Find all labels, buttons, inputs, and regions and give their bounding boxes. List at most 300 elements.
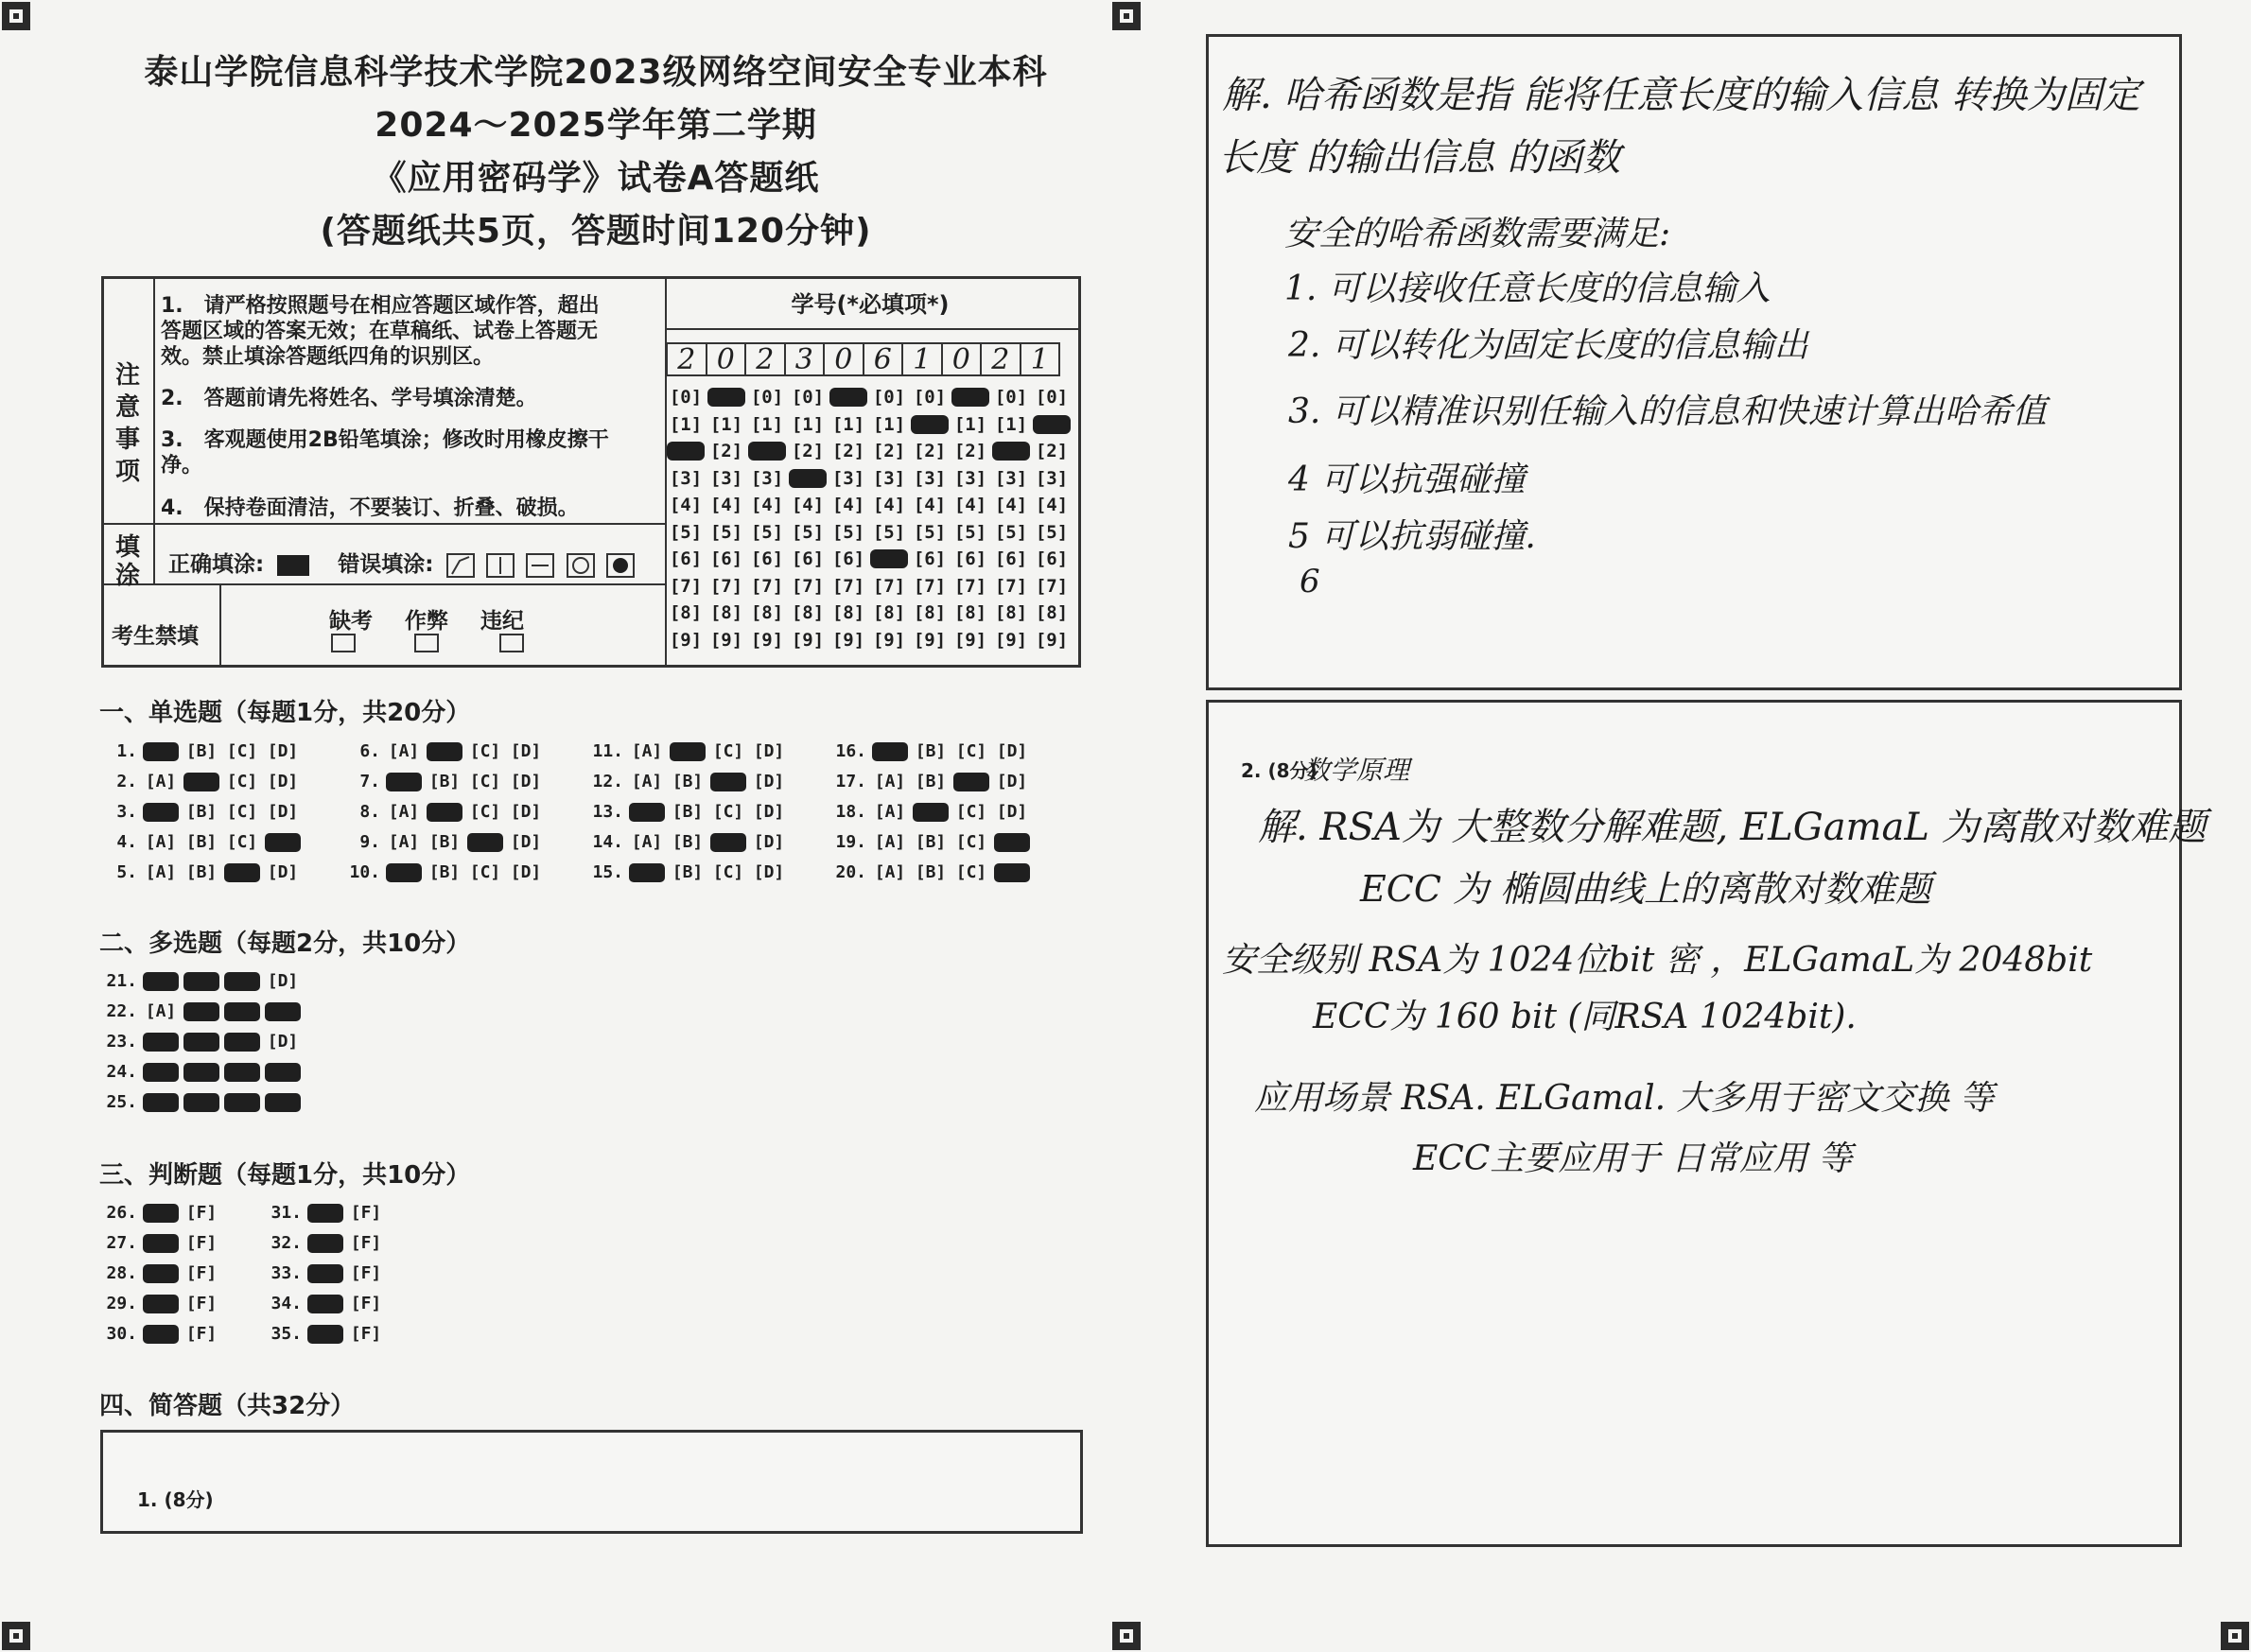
answer-box-q1[interactable] (1206, 34, 2182, 690)
answer-option[interactable]: [F] (185, 1203, 218, 1223)
answer-option[interactable] (224, 1002, 260, 1021)
answer-option[interactable] (143, 1234, 179, 1253)
question-row (99, 1062, 305, 1087)
answer-option[interactable]: [B] (915, 741, 947, 761)
student-id-digit-mark[interactable]: [5] (913, 521, 947, 543)
answer-option[interactable]: [B] (672, 772, 704, 791)
cheating-checkbox[interactable] (414, 634, 439, 652)
student-id-digit-mark[interactable]: [2] (913, 441, 947, 461)
question-row (342, 832, 549, 857)
question-number: 33. (270, 1263, 302, 1283)
answer-option[interactable] (183, 773, 219, 791)
answer-option[interactable]: [C] (955, 862, 987, 882)
answer-option[interactable] (307, 1325, 343, 1344)
answer-option[interactable]: [D] (753, 741, 785, 761)
answer-option[interactable] (143, 1093, 179, 1112)
answer-option[interactable]: [F] (185, 1294, 218, 1313)
answer-option[interactable]: [C] (955, 832, 987, 852)
question-number: 17. (835, 772, 866, 791)
fill-example-row (168, 547, 638, 578)
answer-option[interactable] (710, 773, 746, 791)
answer-option[interactable] (994, 833, 1030, 852)
answer-option[interactable] (224, 863, 260, 882)
student-id-digit-mark[interactable]: [5] (1035, 521, 1069, 543)
question-row (342, 802, 549, 826)
answer-option[interactable]: [C] (955, 802, 987, 822)
student-id-cell: 1 (1020, 342, 1061, 376)
student-id-digit-mark[interactable]: [8] (669, 602, 703, 623)
answer-option[interactable]: [F] (350, 1203, 382, 1223)
answer-option[interactable]: [B] (915, 862, 947, 882)
student-id-digit-mark[interactable]: [5] (791, 521, 825, 543)
notice-item-1: 1. 请严格按照题号在相应答题区域作答，超出答题区域的答案无效；在草稿纸、试卷上答题无效。禁止填涂答题纸四角的识别区。 (161, 294, 600, 369)
answer-option[interactable] (307, 1204, 343, 1223)
student-id-digit-mark[interactable]: [4] (831, 495, 865, 515)
student-id-digit-mark[interactable]: [6] (669, 548, 703, 569)
wrong-fill-samples (446, 552, 637, 578)
student-id-digit-mark[interactable] (870, 549, 908, 568)
question-row (585, 802, 792, 826)
answer-option[interactable]: [F] (350, 1233, 382, 1253)
answer-option[interactable]: [C] (955, 741, 987, 761)
answer-option[interactable]: [D] (510, 832, 542, 852)
question-row (829, 832, 1035, 857)
student-id-digit-mark[interactable]: [9] (913, 629, 947, 651)
answer-option[interactable] (307, 1264, 343, 1283)
q2-label: 2. (8分) (1241, 759, 1317, 782)
section-short-answer: 四、简答题（共32分） (99, 1392, 356, 1420)
answer-option[interactable]: [D] (267, 741, 299, 761)
student-id-digit-mark[interactable]: [7] (1035, 575, 1069, 597)
question-number: 7. (359, 772, 380, 791)
student-id-digit-mark[interactable] (789, 469, 827, 488)
question-number: 5. (116, 862, 137, 882)
answer-box-q1-start[interactable] (100, 1430, 1083, 1534)
answer-option[interactable] (143, 1033, 179, 1052)
answer-option[interactable]: [D] (996, 772, 1028, 791)
student-id-digit-mark[interactable] (951, 388, 989, 407)
exam-title-line3: 《应用密码学》试卷A答题纸 (372, 159, 820, 198)
student-id-digit-mark[interactable]: [1] (953, 413, 987, 435)
answer-option[interactable] (386, 863, 422, 882)
answer-option[interactable]: [C] (712, 862, 744, 882)
answer-option[interactable]: [F] (185, 1233, 218, 1253)
question-row (829, 802, 1035, 826)
corner-marker (2, 2, 30, 30)
answer-option[interactable]: [B] (185, 802, 218, 822)
student-id-digit-mark[interactable]: [5] (669, 521, 703, 543)
answer-option[interactable] (183, 1093, 219, 1112)
student-id-digit-mark[interactable]: [2] (953, 441, 987, 461)
student-id-digit-mark[interactable]: [7] (953, 575, 987, 597)
answer-option[interactable] (629, 803, 665, 822)
student-id-cell: 2 (980, 342, 1021, 376)
student-id-digit-mark[interactable]: [2] (831, 441, 865, 461)
answer-option[interactable]: [D] (753, 802, 785, 822)
student-id-digit-mark[interactable]: [9] (669, 629, 703, 651)
student-id-digit-mark[interactable]: [7] (791, 575, 825, 597)
student-id-digit-mark[interactable]: [6] (994, 548, 1028, 569)
student-id-digit-mark[interactable] (667, 442, 705, 461)
student-id-digit-mark[interactable]: [2] (872, 441, 906, 461)
answer-option[interactable]: [C] (469, 741, 501, 761)
student-id-digit-mark[interactable]: [6] (709, 548, 743, 569)
student-id-digit-mark[interactable]: [3] (669, 467, 703, 489)
notice-side-label: 注 意 事 项 (114, 361, 140, 486)
answer-option[interactable]: [D] (753, 862, 785, 882)
student-id-digit-mark[interactable] (992, 442, 1030, 461)
answer-option[interactable] (386, 773, 422, 791)
violation-label: 违纪 (480, 609, 524, 634)
student-id-digit-mark[interactable]: [9] (750, 629, 784, 651)
student-id-digit-mark[interactable]: [4] (913, 495, 947, 515)
answer2-line-1: 数学原理 (1303, 755, 1410, 786)
answer-option[interactable]: [A] (874, 772, 906, 791)
student-id-digit-mark[interactable]: [0] (750, 387, 784, 408)
student-id-digit-mark[interactable]: [4] (994, 495, 1028, 515)
student-id-digit-mark[interactable]: [9] (791, 629, 825, 651)
student-id-digit-mark[interactable]: [1] (872, 413, 906, 435)
answer-option[interactable]: [D] (753, 832, 785, 852)
student-id-digit-mark[interactable]: [9] (953, 629, 987, 651)
answer-option[interactable]: [A] (145, 772, 177, 791)
student-id-digit-mark[interactable]: [4] (709, 495, 743, 515)
cheating-label: 作弊 (405, 609, 448, 634)
student-id-digit-mark[interactable]: [1] (709, 413, 743, 435)
exam-title-line1: 泰山学院信息科学技术学院2023级网络空间安全专业本科 (144, 53, 1048, 92)
student-id-digit-mark[interactable]: [7] (994, 575, 1028, 597)
question-row (829, 862, 1035, 887)
answer-option[interactable]: [B] (915, 832, 947, 852)
question-row (829, 741, 1035, 766)
question-number: 35. (270, 1324, 302, 1344)
answer-option[interactable] (307, 1234, 343, 1253)
question-number: 19. (835, 832, 866, 852)
answer-option[interactable]: [D] (267, 1032, 299, 1052)
answer-option[interactable]: [B] (672, 832, 704, 852)
student-id-digit-mark[interactable]: [7] (709, 575, 743, 597)
answer-option[interactable] (224, 972, 260, 991)
question-row (585, 772, 792, 796)
answer-option[interactable]: [B] (672, 862, 704, 882)
answer-option[interactable]: [B] (185, 741, 218, 761)
corner-marker (2221, 1622, 2249, 1650)
student-id-digit-mark[interactable]: [4] (791, 495, 825, 515)
section-multi-choice: 二、多选题（每题2分，共10分） (99, 930, 471, 958)
student-id-digit-mark[interactable]: [8] (913, 602, 947, 623)
section-single-choice: 一、单选题（每题1分，共20分） (99, 699, 471, 727)
student-id-cell: 0 (706, 342, 747, 376)
student-id-digit-mark[interactable]: [1] (669, 413, 703, 435)
student-id-digit-mark[interactable]: [8] (1035, 602, 1069, 623)
answer-option[interactable] (143, 1264, 179, 1283)
answer-option[interactable]: [B] (185, 832, 218, 852)
student-id-digit-mark[interactable]: [2] (1035, 441, 1069, 461)
answer-option[interactable]: [D] (510, 862, 542, 882)
answer-option[interactable]: [A] (145, 1001, 177, 1021)
student-id-digit-mark[interactable]: [3] (1035, 467, 1069, 489)
student-id-digit-mark[interactable]: [3] (709, 467, 743, 489)
student-id-digit-mark[interactable]: [8] (994, 602, 1028, 623)
answer-option[interactable]: [D] (267, 772, 299, 791)
student-id-digit-mark[interactable]: [8] (953, 602, 987, 623)
answer-option[interactable] (224, 1093, 260, 1112)
question-row (99, 1092, 305, 1117)
answer-option[interactable] (183, 1002, 219, 1021)
answer2-line-2: 解. RSA为 大整数分解难题, ELGamaL 为离散对数难题 (1258, 806, 2207, 849)
student-id-digit-mark[interactable]: [7] (831, 575, 865, 597)
question-number: 1. (116, 741, 137, 761)
question-number: 23. (106, 1032, 137, 1052)
student-id-digit-mark[interactable]: [6] (953, 548, 987, 569)
student-id-digit-mark[interactable]: [7] (750, 575, 784, 597)
answer-option[interactable]: [B] (428, 772, 461, 791)
answer-option[interactable]: [B] (185, 862, 218, 882)
student-id-digit-mark[interactable]: [3] (831, 467, 865, 489)
answer-option[interactable] (143, 1204, 179, 1223)
student-id-digit-mark[interactable]: [3] (913, 467, 947, 489)
answer-option[interactable] (265, 833, 301, 852)
question-row (264, 1203, 389, 1227)
notice-item-2: 2. 答题前请先将姓名、学号填涂清楚。 (161, 387, 537, 410)
answer-option[interactable] (143, 742, 179, 761)
answer-option[interactable]: [D] (267, 971, 299, 991)
answer-option[interactable] (183, 1033, 219, 1052)
question-row (99, 1032, 305, 1056)
answer2-line-7: ECC主要应用于 日常应用 等 (1413, 1139, 1853, 1178)
student-id-digit-mark[interactable]: [4] (872, 495, 906, 515)
answer-option[interactable]: [C] (226, 772, 258, 791)
answer-option[interactable]: [B] (428, 862, 461, 882)
question-row (99, 1203, 224, 1227)
student-id-digit-mark[interactable]: [1] (750, 413, 784, 435)
question-row (264, 1233, 389, 1258)
question-row (99, 772, 305, 796)
answer-option[interactable]: [A] (631, 772, 663, 791)
answer-option[interactable]: [D] (996, 741, 1028, 761)
student-id-digit-mark[interactable]: [5] (953, 521, 987, 543)
answer1-line-9: 6 (1300, 563, 1320, 600)
student-id-label: 学号(*必填项*) (791, 291, 950, 318)
answer-option[interactable] (467, 833, 503, 852)
answer-option[interactable] (224, 1033, 260, 1052)
answer-option[interactable] (143, 972, 179, 991)
answer-option[interactable]: [D] (996, 802, 1028, 822)
answer-option[interactable]: [A] (388, 741, 420, 761)
student-id-digit-mark[interactable]: [3] (953, 467, 987, 489)
student-id-digit-mark[interactable]: [8] (750, 602, 784, 623)
exam-title-line4: (答题纸共5页，答题时间120分钟) (320, 212, 872, 251)
answer-option[interactable] (994, 863, 1030, 882)
answer-option[interactable]: [D] (267, 802, 299, 822)
answer-option[interactable] (224, 1063, 260, 1082)
student-id-digit-mark[interactable]: [2] (791, 441, 825, 461)
student-id-digit-mark[interactable] (829, 388, 867, 407)
question-number: 8. (359, 802, 380, 822)
student-id-digit-mark[interactable]: [9] (831, 629, 865, 651)
answer-option[interactable]: [C] (712, 802, 744, 822)
answer-option[interactable]: [C] (226, 832, 258, 852)
forbid-label: 考生禁填 (112, 624, 199, 649)
answer-option[interactable]: [D] (510, 772, 542, 791)
answer-option[interactable]: [F] (185, 1324, 218, 1344)
student-id-digit-mark[interactable]: [8] (831, 602, 865, 623)
answer-option[interactable]: [A] (874, 862, 906, 882)
student-id-digit-mark[interactable]: [5] (709, 521, 743, 543)
absent-label: 缺考 (329, 609, 373, 634)
answer-option[interactable] (143, 1325, 179, 1344)
question-number: 10. (349, 862, 380, 882)
answer1-line-4: 1. 可以接收任意长度的信息输入 (1284, 270, 1771, 308)
answer-option[interactable] (427, 742, 462, 761)
answer-option[interactable]: [D] (510, 741, 542, 761)
answer1-line-7: 4 可以抗强碰撞 (1288, 461, 1526, 499)
answer-option[interactable] (710, 833, 746, 852)
student-id-digit-mark[interactable]: [3] (750, 467, 784, 489)
student-id-digit-mark[interactable]: [6] (831, 548, 865, 569)
answer-option[interactable] (265, 1002, 301, 1021)
answer-option[interactable]: [A] (388, 832, 420, 852)
answer-option[interactable]: [A] (388, 802, 420, 822)
answer-option[interactable]: [F] (350, 1294, 382, 1313)
answer-option[interactable]: [B] (672, 802, 704, 822)
student-id-cell: 6 (863, 342, 904, 376)
student-id-digit-mark[interactable]: [4] (669, 495, 703, 515)
answer-option[interactable] (143, 1063, 179, 1082)
student-id-digit-mark[interactable]: [0] (913, 387, 947, 408)
answer-option[interactable] (265, 1063, 301, 1082)
answer-option[interactable]: [C] (226, 741, 258, 761)
section-true-false: 三、判断题（每题1分，共10分） (99, 1161, 471, 1190)
student-id-digit-mark[interactable]: [1] (831, 413, 865, 435)
answer-option[interactable]: [F] (350, 1263, 382, 1283)
student-id-digit-mark[interactable]: [0] (669, 387, 703, 408)
answer-option[interactable]: [B] (915, 772, 947, 791)
student-id-digit-mark[interactable] (911, 415, 949, 434)
answer2-line-5: ECC为 160 bit (同RSA 1024bit). (1313, 998, 1857, 1036)
question-number: 26. (106, 1203, 137, 1223)
student-id-digit-mark[interactable]: [9] (994, 629, 1028, 651)
answer-option[interactable]: [D] (510, 802, 542, 822)
student-id-digit-mark[interactable]: [0] (994, 387, 1028, 408)
student-id-digit-mark[interactable]: [8] (872, 602, 906, 623)
student-id-digit-mark[interactable]: [5] (750, 521, 784, 543)
student-id-digit-mark[interactable]: [9] (1035, 629, 1069, 651)
answer-box-q2[interactable] (1206, 700, 2207, 1547)
student-id-digit-mark[interactable]: [3] (872, 467, 906, 489)
answer1-line-5: 2. 可以转化为固定长度的信息输出 (1288, 326, 1808, 365)
question-row (264, 1263, 389, 1288)
student-id-digit-mark[interactable]: [6] (750, 548, 784, 569)
student-id-digit-mark[interactable]: [0] (791, 387, 825, 408)
student-id-digit-mark[interactable]: [6] (1035, 548, 1069, 569)
student-id-digit-mark[interactable]: [3] (994, 467, 1028, 489)
student-id-digit-mark[interactable]: [7] (913, 575, 947, 597)
answer-option[interactable]: [A] (145, 862, 177, 882)
student-id-digit-mark[interactable]: [5] (872, 521, 906, 543)
answer2-line-6: 应用场景 RSA. ELGamal. 大多用于密文交换 等 (1254, 1079, 1994, 1118)
answer-option[interactable]: [D] (753, 772, 785, 791)
answer-option[interactable]: [C] (469, 802, 501, 822)
question-row (342, 741, 549, 766)
answer-option[interactable]: [B] (428, 832, 461, 852)
answer-option[interactable] (183, 1063, 219, 1082)
question-number: 20. (835, 862, 866, 882)
answer-option[interactable]: [C] (226, 802, 258, 822)
answer-option[interactable]: [C] (712, 741, 744, 761)
answer-option[interactable]: [F] (185, 1263, 218, 1283)
student-id-digit-mark[interactable]: [2] (709, 441, 743, 461)
student-id-digit-mark[interactable]: [6] (913, 548, 947, 569)
answer-option[interactable]: [A] (631, 832, 663, 852)
student-id-digit-mark[interactable]: [1] (791, 413, 825, 435)
answer-option[interactable]: [D] (267, 862, 299, 882)
question-row (99, 971, 305, 996)
answer-option[interactable] (183, 972, 219, 991)
answer-option[interactable]: [C] (469, 862, 501, 882)
student-id-digit-mark[interactable]: [5] (831, 521, 865, 543)
student-id-digit-mark[interactable] (1033, 415, 1071, 434)
answer-option[interactable]: [A] (874, 802, 906, 822)
answer-option[interactable] (872, 742, 908, 761)
answer2-line-4: 安全级别 RSA为 1024位bit 密 ，ELGamaL为 2048bit (1222, 941, 2093, 980)
answer-option[interactable] (307, 1295, 343, 1313)
student-id-digit-mark[interactable]: [4] (750, 495, 784, 515)
student-id-digit-mark[interactable]: [9] (872, 629, 906, 651)
student-id-digit-mark[interactable]: [8] (709, 602, 743, 623)
question-row (99, 1263, 224, 1288)
question-number: 11. (592, 741, 623, 761)
answer-option[interactable]: [A] (145, 832, 177, 852)
answer-option[interactable] (427, 803, 462, 822)
question-row (264, 1294, 389, 1318)
answer-option[interactable]: [F] (350, 1324, 382, 1344)
answer-option[interactable] (143, 1295, 179, 1313)
absent-checkbox[interactable] (331, 634, 356, 652)
answer-option[interactable] (265, 1093, 301, 1112)
student-id-digit-mark[interactable] (748, 442, 786, 461)
student-id-digit-mark[interactable]: [0] (872, 387, 906, 408)
correct-fill-sample (277, 555, 309, 576)
answer-option[interactable]: [A] (874, 832, 906, 852)
answer-option[interactable] (913, 803, 949, 822)
answer-option[interactable] (953, 773, 989, 791)
q1-label: 1. (8分) (137, 1488, 214, 1511)
student-id-digit-mark[interactable]: [8] (791, 602, 825, 623)
answer-option[interactable] (670, 742, 706, 761)
student-id-digit-mark[interactable]: [1] (994, 413, 1028, 435)
answer-option[interactable] (629, 863, 665, 882)
student-id-digit-mark[interactable]: [6] (791, 548, 825, 569)
student-id-digit-mark[interactable]: [4] (1035, 495, 1069, 515)
student-id-digit-mark[interactable]: [7] (872, 575, 906, 597)
answer-option[interactable]: [A] (631, 741, 663, 761)
student-id-digit-mark[interactable]: [0] (1035, 387, 1069, 408)
question-row (99, 1001, 305, 1026)
student-id-digit-mark[interactable]: [9] (709, 629, 743, 651)
student-id-digit-mark[interactable]: [7] (669, 575, 703, 597)
answer-option[interactable] (143, 803, 179, 822)
student-id-digit-mark[interactable] (707, 388, 745, 407)
student-id-digit-mark[interactable]: [5] (994, 521, 1028, 543)
violation-checkbox[interactable] (499, 634, 524, 652)
question-number: 31. (270, 1203, 302, 1223)
answer-option[interactable]: [C] (469, 772, 501, 791)
question-number: 22. (106, 1001, 137, 1021)
student-id-digit-mark[interactable]: [4] (953, 495, 987, 515)
question-number: 4. (116, 832, 137, 852)
question-number: 30. (106, 1324, 137, 1344)
